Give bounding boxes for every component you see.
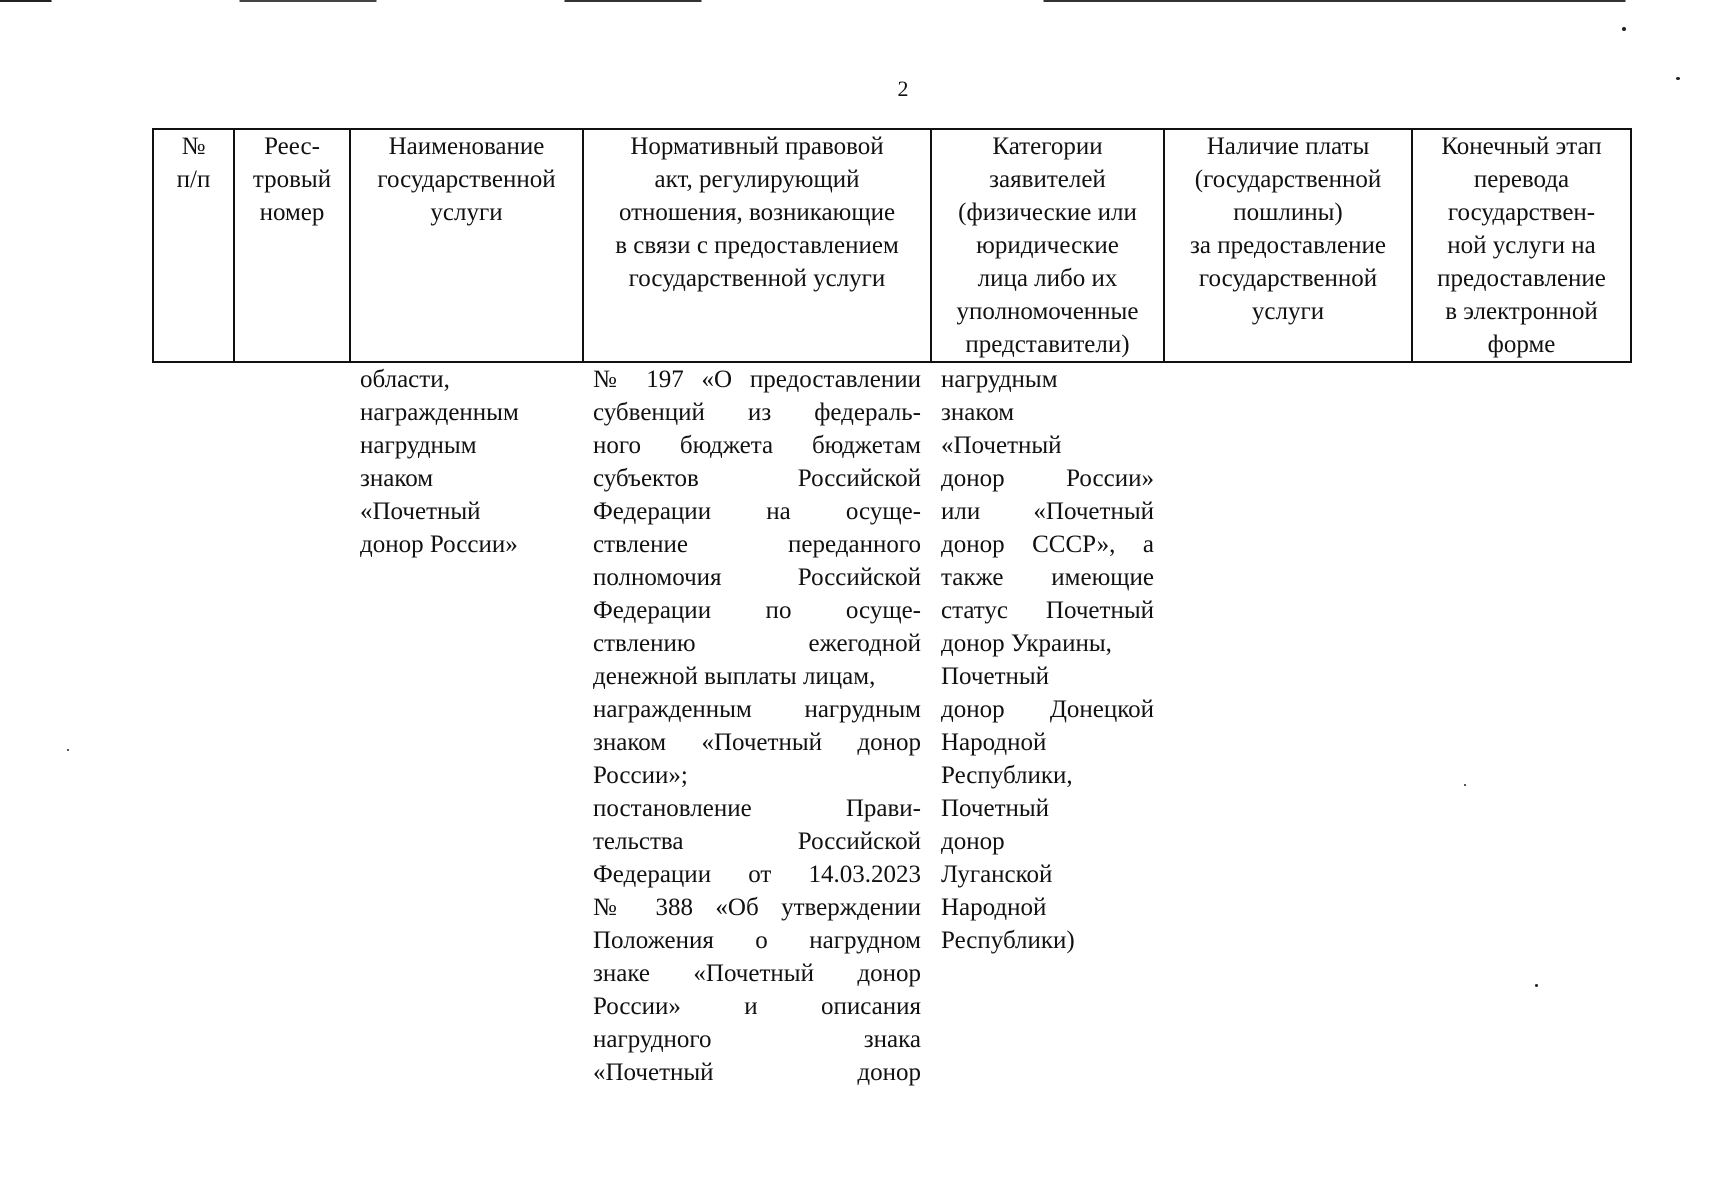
cell-line: знаке «Почетный донор	[593, 960, 921, 987]
cell-line: награжденным	[360, 399, 519, 426]
table-header-row	[153, 129, 1631, 362]
cell-line: Почетный	[941, 795, 1050, 822]
cell-line: полномочия Российской	[593, 564, 921, 591]
scan-speck	[1464, 784, 1466, 786]
cell-line: знаком	[360, 465, 434, 492]
cell-line: ного бюджета бюджетам	[593, 432, 921, 459]
cell-service-name	[350, 362, 583, 1089]
header-line: (физические или	[958, 199, 1137, 226]
header-line: Наличие платы	[1206, 133, 1370, 160]
cell-line: донор	[941, 828, 1005, 855]
cell-line: или «Почетный	[941, 498, 1154, 525]
cell-line: Федерации по осуще-	[593, 597, 921, 624]
cell-line: донор Донецкой	[941, 696, 1154, 723]
cell-line: России»;	[593, 762, 688, 789]
cell-line: нагрудным	[941, 366, 1058, 393]
header-line: Реес-	[264, 133, 320, 160]
header-line: отношения, возникающие	[618, 199, 896, 226]
cell-applicant-categories	[931, 362, 1164, 1089]
cell-line: знаком	[941, 399, 1015, 426]
cell-line: награжденным нагрудным	[593, 696, 921, 723]
header-line: в связи с предоставлением	[615, 232, 899, 259]
header-line: государствен-	[1447, 199, 1596, 226]
cell-line: Федерации на осуще-	[593, 498, 921, 525]
scan-speck	[1676, 77, 1680, 80]
page-number: 2	[897, 76, 909, 101]
header-line: акт, регулирующий	[654, 166, 860, 193]
scan-speck	[1622, 27, 1626, 31]
cell-line: ствлению ежегодной	[593, 630, 921, 657]
header-line: государственной услуги	[628, 265, 886, 292]
header-registry-number	[234, 129, 350, 362]
header-line: Категории	[992, 133, 1103, 160]
cell-line: Луганской	[941, 861, 1053, 888]
header-line: номер	[259, 199, 325, 226]
cell-final-stage	[1412, 362, 1631, 1089]
cell-line: донор СССР», а	[941, 531, 1154, 558]
header-final-stage	[1412, 129, 1631, 362]
header-service-name	[350, 129, 583, 362]
cell-number	[153, 362, 234, 1089]
cell-line: № 197 «О предоставлении	[593, 366, 921, 393]
cell-line: денежной выплаты лицам,	[593, 663, 876, 690]
header-legal-act	[583, 129, 931, 362]
header-line: №	[181, 133, 206, 160]
cell-line: «Почетный донор	[593, 1059, 921, 1086]
header-line: в электронной	[1445, 298, 1598, 325]
cell-line: «Почетный	[360, 498, 481, 525]
services-table	[152, 128, 1632, 1089]
cell-line: постановление Прави-	[593, 795, 921, 822]
cell-line: нагрудным	[360, 432, 477, 459]
header-line: заявителей	[989, 166, 1106, 193]
cell-line: области,	[360, 366, 450, 393]
header-line: государственной	[377, 166, 556, 193]
cell-line: тельства Российской	[593, 828, 921, 855]
cell-line: Почетный	[941, 663, 1050, 690]
header-line: Конечный этап	[1441, 133, 1602, 160]
cell-line: статус Почетный	[941, 597, 1154, 624]
cell-line: субъектов Российской	[593, 465, 921, 492]
cell-legal-act	[583, 362, 931, 1089]
cell-line: Положения о нагрудном	[593, 927, 921, 954]
header-line: предоставление	[1437, 265, 1606, 292]
header-line: уполномоченные	[956, 298, 1139, 325]
table-row	[153, 362, 1631, 1089]
header-line: (государственной	[1194, 166, 1382, 193]
cell-line: донор России»	[360, 531, 518, 558]
cell-line: Республики,	[941, 762, 1073, 789]
cell-line: нагрудного знака	[593, 1026, 921, 1053]
header-line: форме	[1487, 331, 1556, 358]
header-line: тровый	[252, 166, 332, 193]
header-line: п/п	[176, 166, 211, 193]
cell-line: Федерации от 14.03.2023	[593, 861, 921, 888]
header-line: услуги	[430, 199, 503, 226]
header-line: лица либо их	[977, 265, 1118, 292]
cell-line: знаком «Почетный донор	[593, 729, 921, 756]
header-line: государственной	[1198, 265, 1378, 292]
cell-line: ствление переданного	[593, 531, 921, 558]
header-number	[153, 129, 234, 362]
cell-line: также имеющие	[941, 564, 1154, 591]
header-line: перевода	[1473, 166, 1570, 193]
header-line: пошлины)	[1233, 199, 1343, 226]
cell-line: Народной	[941, 729, 1047, 756]
cell-line: Республики)	[941, 927, 1075, 954]
cell-fee	[1164, 362, 1412, 1089]
cell-line: «Почетный	[941, 432, 1062, 459]
header-fee	[1164, 129, 1412, 362]
cell-line: № 388 «Об утверждении	[593, 894, 921, 921]
header-line: ной услуги на	[1447, 232, 1596, 259]
header-line: представители)	[965, 331, 1130, 358]
header-line: услуги	[1251, 298, 1325, 325]
cell-line: донор Украины,	[941, 630, 1112, 657]
header-line: за предоставление	[1189, 232, 1387, 259]
cell-line: субвенций из федераль-	[593, 399, 921, 426]
header-line: Нормативный правовой	[630, 133, 884, 160]
header-line: Наименование	[388, 133, 545, 160]
header-line: юридические	[976, 232, 1119, 259]
scan-speck	[1535, 984, 1538, 987]
cell-line: Народной	[941, 894, 1047, 921]
cell-line: России» и описания	[593, 993, 921, 1020]
cell-registry-number	[234, 362, 350, 1089]
scan-speck	[67, 749, 69, 751]
header-applicant-categories	[931, 129, 1164, 362]
cell-line: донор России»	[941, 465, 1154, 492]
scan-edge	[0, 0, 1711, 2]
